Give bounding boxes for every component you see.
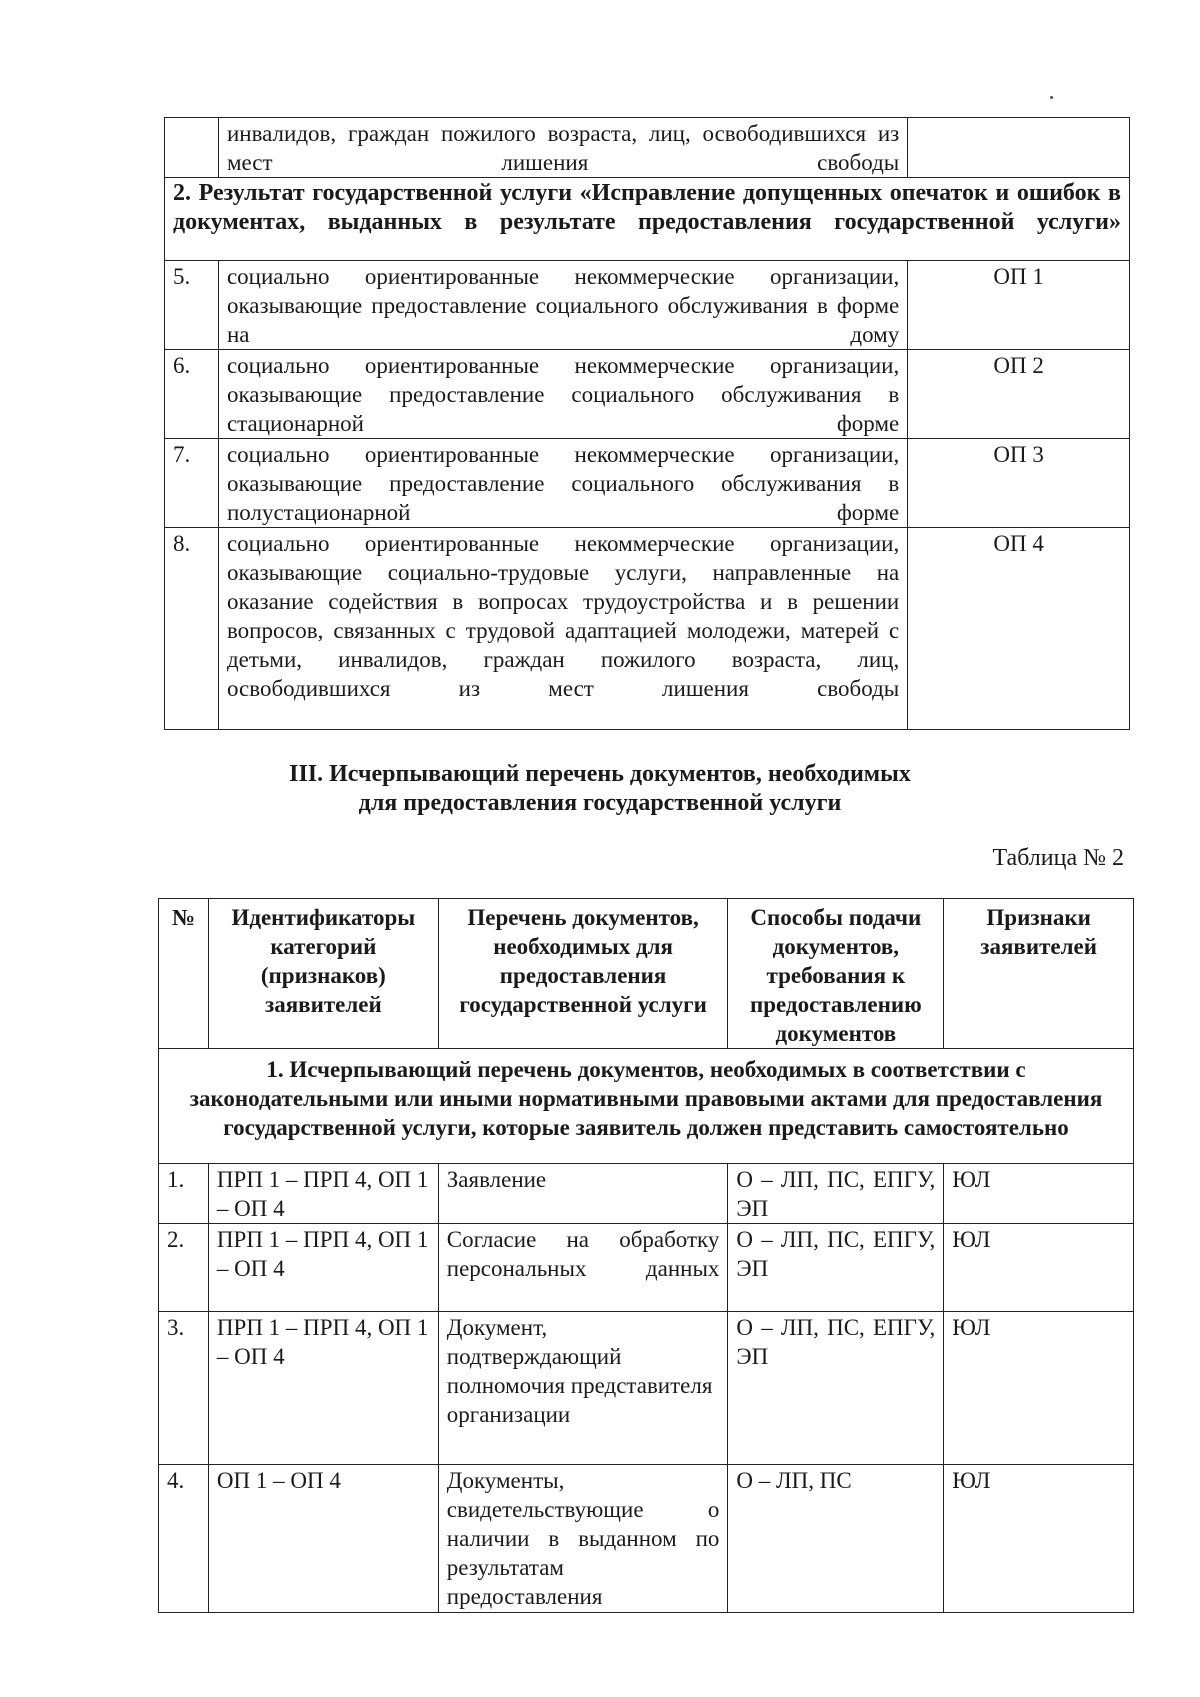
document-name: Документы, свидетельствующие о наличии в выданном по результатам предоставления (438, 1465, 728, 1613)
table-row (165, 439, 1130, 528)
table-row (165, 178, 1130, 261)
applicant-category: социально ориентированные некоммерческие организации, оказывающие предоставление социального обслуживания в форме на дому (218, 261, 907, 350)
row-number (165, 118, 219, 178)
applicant-sign: ЮЛ (944, 1312, 1134, 1465)
document-name: Заявление (438, 1164, 728, 1224)
table-header-row (159, 899, 1134, 1049)
table-row (165, 261, 1130, 350)
category-identifiers: ПРП 1 – ПРП 4, ОП 1 – ОП 4 (208, 1224, 438, 1312)
row-number: 1. (159, 1164, 209, 1224)
category-identifiers: ПРП 1 – ПРП 4, ОП 1 – ОП 4 (208, 1312, 438, 1465)
row-number: 2. (159, 1224, 209, 1312)
submission-method: О – ЛП, ПС (728, 1465, 944, 1613)
col-header-number: № (159, 899, 209, 1049)
row-number: 6. (165, 350, 219, 439)
document-name: Согласие на обработку персональных данных (438, 1224, 728, 1312)
result-heading: 2. Результат государственной услуги «Исправление допущенных опечаток и ошибок в документах, выданных в результате предоставления государственной услуги» (165, 178, 1130, 261)
submission-method: О – ЛП, ПС, ЕПГУ, ЭП (728, 1164, 944, 1224)
row-number: 4. (159, 1465, 209, 1613)
submission-method: О – ЛП, ПС, ЕПГУ, ЭП (728, 1224, 944, 1312)
scan-dot (1050, 96, 1053, 99)
applicant-sign: ЮЛ (944, 1164, 1134, 1224)
section-title (0, 760, 1200, 818)
category-code: ОП 2 (908, 350, 1130, 439)
applicant-category: инвалидов, граждан пожилого возраста, лиц, освободившихся из мест лишения свободы (218, 118, 907, 178)
row-number: 7. (165, 439, 219, 528)
applicant-category: социально ориентированные некоммерческие организации, оказывающие социально-трудовые услуги, направленные на оказание содействия в вопросах трудоустройства и в решении вопросов, связанных с трудовой адаптацией молодежи, матерей с детьми, инвалидов, граждан пожилого возраста, лиц, освободившихся из мест лишения свободы (218, 528, 907, 730)
table-row (159, 1224, 1134, 1312)
applicant-sign: ЮЛ (944, 1465, 1134, 1613)
section-title-line-1: III. Исчерпывающий перечень документов, необходимых (289, 761, 911, 787)
row-number: 5. (165, 261, 219, 350)
table-caption: Таблица № 2 (992, 845, 1124, 871)
col-header-identifiers: Идентификаторы категорий (признаков) заявителей (208, 899, 438, 1049)
submission-method: О – ЛП, ПС, ЕПГУ, ЭП (728, 1312, 944, 1465)
category-code: ОП 1 (908, 261, 1130, 350)
documents-subheading: 1. Исчерпывающий перечень документов, необходимых в соответствии с законодательными или иными нормативными правовыми актами для предоставления государственной услуги, которые заявитель должен представить самостоятельно (159, 1049, 1134, 1164)
category-code: ОП 3 (908, 439, 1130, 528)
document-name: Документ, подтверждающий полномочия представителя организации (438, 1312, 728, 1465)
row-number: 8. (165, 528, 219, 730)
col-header-submission-methods: Способы подачи документов, требования к предоставлению документов (728, 899, 944, 1049)
table-row (159, 1312, 1134, 1465)
applicant-category: социально ориентированные некоммерческие организации, оказывающие предоставление социального обслуживания в полустационарной форме (218, 439, 907, 528)
category-code: ОП 4 (908, 528, 1130, 730)
applicant-sign: ЮЛ (944, 1224, 1134, 1312)
table-row (165, 118, 1130, 178)
col-header-documents: Перечень документов, необходимых для предоставления государственной услуги (438, 899, 728, 1049)
documents-table (158, 898, 1134, 1613)
category-identifiers: ПРП 1 – ПРП 4, ОП 1 – ОП 4 (208, 1164, 438, 1224)
results-table (164, 117, 1130, 730)
table-row (165, 528, 1130, 730)
table-row (159, 1164, 1134, 1224)
category-identifiers: ОП 1 – ОП 4 (208, 1465, 438, 1613)
applicant-category: социально ориентированные некоммерческие организации, оказывающие предоставление социального обслуживания в стационарной форме (218, 350, 907, 439)
table-subheading-row (159, 1049, 1134, 1164)
category-code (908, 118, 1130, 178)
table-row (159, 1465, 1134, 1613)
row-number: 3. (159, 1312, 209, 1465)
table-row (165, 350, 1130, 439)
section-title-line-2: для предоставления государственной услуги (358, 790, 842, 816)
col-header-applicant-signs: Признаки заявителей (944, 899, 1134, 1049)
